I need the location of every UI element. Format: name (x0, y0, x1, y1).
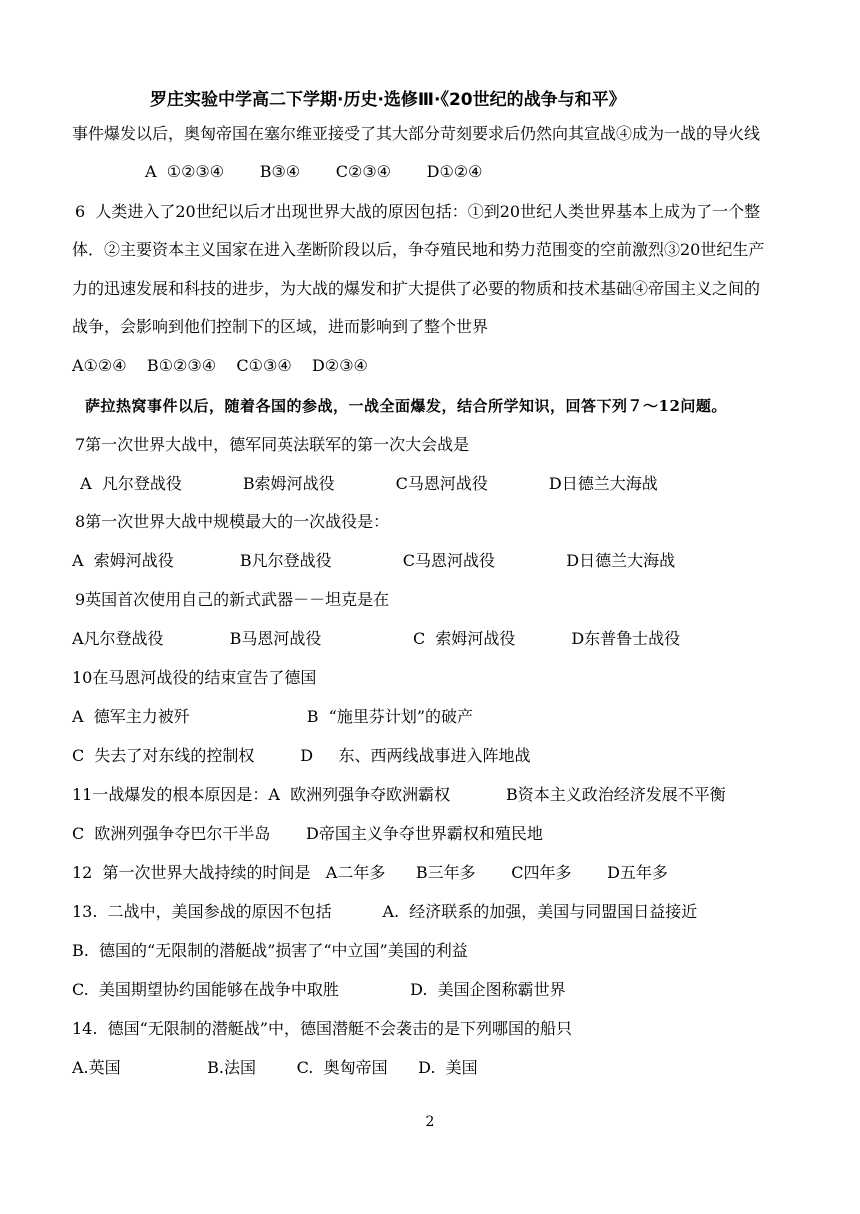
question: 8第一次世界大战中规模最大的一次战役是： (75, 512, 390, 531)
text-line: 力的迅速发展和科技的进步，为大战的爆发和扩大提供了必要的物质和技术基础④帝国主义之间的 (72, 279, 761, 298)
options: C. 美国期望协约国能够在战争中取胜 D. 美国企图称霸世界 (72, 980, 566, 999)
options: A凡尔登战役 B马恩河战役 C 索姆河战役 D东普鲁士战役 (72, 629, 681, 648)
text-line: A ①②③④ B③④ C②③④ D①②④ (145, 162, 483, 181)
question: 14. 德国“无限制的潜艇战”中，德国潜艇不会袭击的是下列哪国的船只 (72, 1019, 572, 1038)
question: 11一战爆发的根本原因是：A 欧洲列强争夺欧洲霸权 B资本主义政治经济发展不平衡 (72, 785, 726, 804)
page-number: 2 (425, 1114, 435, 1130)
question: 7第一次世界大战中，德军同英法联军的第一次大会战是 (75, 435, 470, 454)
text-line: 事件爆发以后，奥匈帝国在塞尔维亚接受了其大部分苛刻要求后仍然向其宣战④成为一战的导火线 (72, 124, 761, 143)
question: 9英国首次使用自己的新式武器－－坦克是在 (75, 590, 390, 609)
question: 13. 二战中，美国参战的原因不包括 A. 经济联系的加强，美国与同盟国日益接近 (72, 902, 698, 921)
options: C 欧洲列强争夺巴尔干半岛 D帝国主义争夺世界霸权和殖民地 (72, 824, 543, 843)
options: A 凡尔登战役 B索姆河战役 C马恩河战役 D日德兰大海战 (75, 474, 658, 493)
options: A.英国 B.法国 C. 奥匈帝国 D. 美国 (72, 1058, 478, 1077)
options: C 失去了对东线的控制权 D 东、西两线战事进入阵地战 (72, 746, 531, 765)
question: 10在马恩河战役的结束宣告了德国 (72, 668, 317, 687)
text-line: 战争，会影响到他们控制下的区域，进而影响到了整个世界 (72, 317, 489, 336)
text-line: 体．②主要资本主义国家在进入垄断阶段以后，争夺殖民地和势力范围变的空前激烈③20世纪生产 (72, 240, 765, 259)
options: A 德军主力被歼 B “施里芬计划”的破产 (72, 707, 473, 726)
options: A 索姆河战役 B凡尔登战役 C马恩河战役 D日德兰大海战 (72, 551, 676, 570)
text-line: 6 人类进入了20世纪以后才出现世界大战的原因包括：①到20世纪人类世界基本上成为了一个整 (75, 202, 761, 221)
options: B. 德国的“无限制的潜艇战”损害了“中立国”美国的利益 (72, 941, 468, 960)
page-title: 罗庄实验中学高二下学期·历史·选修Ⅲ·《20世纪的战争与和平》 (150, 90, 626, 110)
text-line: A①②④ B①②③④ C①③④ D②③④ (72, 356, 368, 375)
question: 12 第一次世界大战持续的时间是 A二年多 B三年多 C四年多 D五年多 (72, 863, 668, 882)
section-intro: 萨拉热窝事件以后，随着各国的参战，一战全面爆发，结合所学知识，回答下列７～12问题。 (85, 397, 727, 415)
